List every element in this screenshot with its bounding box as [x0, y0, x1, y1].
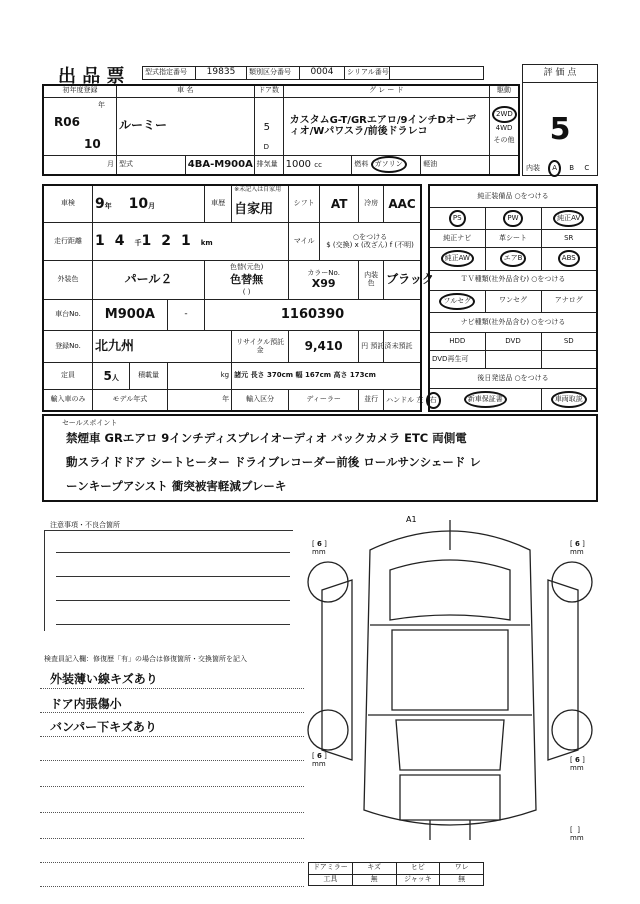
shift-value: AT [320, 185, 359, 223]
tv-title: ＴＶ種類(社外品含む) ○をつける [429, 270, 597, 290]
class-label: 類別区分番号 [247, 67, 300, 80]
score-value: 5 [523, 83, 598, 176]
repaint-value: 色替無 [230, 273, 264, 287]
recycle-unit: 円 預託済 [359, 331, 384, 363]
chassis-no: 1160390 [205, 299, 421, 331]
chassis-prefix: M900A [93, 299, 168, 331]
nav-hdd: HDD [429, 333, 485, 351]
repaint-label: 色替(元色) [229, 263, 264, 272]
reg-no-label: 登録No. [43, 331, 93, 363]
sales-label: セールスポイント [62, 419, 118, 427]
color-no-label: カラーNo. [307, 269, 340, 278]
nav-dvd: DVD [485, 333, 541, 351]
displacement: 1000 cc [283, 155, 352, 175]
interior-color-label: 内装色 [359, 261, 384, 299]
type-label: 型式 [117, 155, 186, 175]
car-name-label: 車 名 [117, 85, 255, 97]
reg-no: 北九州 [93, 331, 232, 363]
sales-line-1: 禁煙車 GRエアロ 9インチディスプレイオーディオ バックカメラ ETC 両側電 [66, 431, 467, 445]
later-manual: 車両取説 [551, 391, 587, 408]
color-value: パール２ [93, 261, 205, 299]
type-value: 4BA-M900A [185, 155, 254, 175]
note-line-2: ドア内張傷小 [50, 697, 122, 711]
interior-grade: 内装 A B C [526, 160, 589, 177]
first-reg-label: 初年度登録 [43, 85, 117, 97]
sheet-title: 出 品 票 [58, 66, 125, 87]
width: 167 [304, 371, 320, 380]
drive-2wd: 2WD [492, 106, 517, 123]
inspection-label: 車検 [43, 185, 93, 223]
handle-right: 右 [426, 392, 441, 409]
equip-title: 純正装備品 ○をつける [429, 185, 597, 207]
insp-month: 10 [128, 195, 149, 212]
displacement-label: 排気量 [254, 155, 283, 175]
tire-spare: [ ] mm [570, 826, 584, 842]
load-unit: kg [167, 362, 231, 389]
car-damage-diagram [300, 510, 600, 860]
tv-oneseg: ワンセグ [485, 290, 541, 312]
history-value: 自家用 [234, 202, 274, 218]
tv-fullseg: フルセグ [439, 293, 475, 310]
import-dealer: ディーラー [289, 390, 359, 411]
import-parallel: 並行 [359, 390, 384, 411]
note-line-1: 外装薄い線キズあり [50, 672, 158, 686]
length: 370 [267, 371, 282, 380]
equip-airbag: エアB [500, 250, 527, 267]
a1-mark: A1 [406, 515, 417, 524]
tire-rl: [ 6 ] mm [312, 752, 327, 768]
chassis-label: 車台No. [43, 299, 93, 331]
note-line-3: バンパー下キズあり [50, 720, 157, 734]
doors-value: 5 [263, 121, 270, 133]
capacity-label: 定員 [43, 362, 93, 389]
import-class-label: 輸入区分 [232, 390, 289, 411]
legend-broken: ワレ [440, 863, 484, 875]
handle: ハンドル 左 右 [384, 390, 421, 411]
insp-year: 9 [95, 195, 105, 212]
class-value: 0004 [300, 67, 345, 80]
equip-leather: 革シート [485, 230, 541, 248]
tire-rr: [ 6 ] mm [570, 756, 585, 772]
nen: 年 [167, 390, 231, 411]
mile-label: マイル [289, 223, 320, 261]
drive-other: その他 [493, 135, 515, 144]
mileage-value: 14千121km [93, 223, 289, 261]
caution-label: 注意事項・不良合箇所 [50, 521, 120, 529]
nav-title: ナビ種類(社外品含む) ○をつける [429, 313, 597, 333]
sales-box [42, 414, 598, 502]
mileage-flags: ○をつける $ (交換) x (改ざん) f (不明) [320, 223, 421, 261]
capacity-value: 5人 [93, 362, 130, 389]
equip-aw: 純正AW [441, 250, 474, 267]
tv-analog: アナログ [541, 290, 597, 312]
shift-label: シフト [289, 185, 320, 223]
legend-tools-val: 無 [352, 874, 396, 886]
interior-color: ブラック [384, 261, 421, 299]
first-reg-month: 10 [84, 136, 101, 151]
legend-mirror: ドアミラー [309, 863, 353, 875]
model-cert-label: 型式指定番号 [143, 67, 196, 80]
fuel-gas: ガソリン [371, 156, 407, 173]
grade-label: グ レ ー ド [283, 85, 489, 97]
history-label: 車歴 [205, 185, 232, 223]
dvd-play: DVD再生可 [429, 351, 485, 369]
color-label: 外装色 [43, 261, 93, 299]
tire-fl: [ 6 ] mm [312, 540, 327, 556]
drive-label: 駆動 [490, 85, 520, 97]
ac-value: AAC [384, 185, 421, 223]
chassis-dash: - [167, 299, 204, 331]
ac-label: 冷房 [359, 185, 384, 223]
score-label: 評 価 点 [523, 65, 598, 83]
recycle-not: 未預託 [384, 331, 421, 363]
legend-jack-val: 無 [440, 874, 484, 886]
mileage-label: 走行距離 [43, 223, 93, 261]
recycle-value: 9,410 [289, 331, 359, 363]
grade-value: カスタムG-T/GRエアロ/9インチDオーディオ/Wパワスラ/前後ドラレコ [283, 97, 489, 155]
drive-4wd: 4WD [495, 124, 513, 133]
usage-note: ※未記入は自家用 [234, 186, 282, 193]
model-year-label: モデル年式 [93, 390, 168, 411]
year-unit: 年 [98, 100, 105, 109]
model-cert-value: 19835 [196, 67, 247, 80]
fuel-diesel: 軽油 [421, 155, 490, 175]
legend-scratch: キズ [352, 863, 396, 875]
fuel-cell: 燃料 ガソリン [352, 155, 421, 175]
car-name: ルーミー [117, 97, 255, 155]
legend-jack: ジャッキ [396, 874, 440, 886]
import-label: 輸入車のみ [43, 390, 93, 411]
height: 173 [349, 371, 365, 380]
load-label: 積載量 [130, 362, 167, 389]
month-unit: 月 [43, 155, 117, 175]
color-no: X99 [311, 276, 336, 290]
legend-crack: ヒビ [396, 863, 440, 875]
equip-abs: ABS [558, 250, 580, 267]
equip-navi: 純正ナビ [429, 230, 485, 248]
caution-bracket [44, 530, 293, 631]
later-title: 後日発送品 ○をつける [429, 368, 597, 388]
equip-pw: PW [503, 210, 522, 227]
doors-unit: D [263, 142, 269, 151]
recycle-label: リサイクル預託金 [232, 331, 289, 363]
sales-line-2: 動スライドドア シートヒーター ドライブレコーダー前後 ロールサンシェード レ [66, 455, 481, 469]
serial-label: シリアル番号 [345, 67, 390, 80]
nav-sd: SD [541, 333, 597, 351]
legend-tools: 工具 [309, 874, 353, 886]
tire-fr: [ 6 ] mm [570, 540, 585, 556]
sales-line-3: ーンキープアシスト 衝突被害軽減ブレーキ [66, 479, 287, 493]
interior-grade-a: A [548, 160, 561, 177]
dims: 諸元 長さ 370cm 幅 167cm 高さ 173cm [232, 362, 421, 389]
inspector-label: 検査員記入欄：修復歴「有」の場合は修復箇所・交換箇所を記入 [44, 655, 247, 663]
later-warranty: 新車保証書 [464, 391, 507, 408]
equip-av: 純正AV [553, 210, 584, 227]
doors-label: ドア数 [254, 85, 283, 97]
equip-sr: SR [541, 230, 597, 248]
equip-ps: PS [449, 210, 466, 227]
era-year: R06 [54, 114, 80, 129]
